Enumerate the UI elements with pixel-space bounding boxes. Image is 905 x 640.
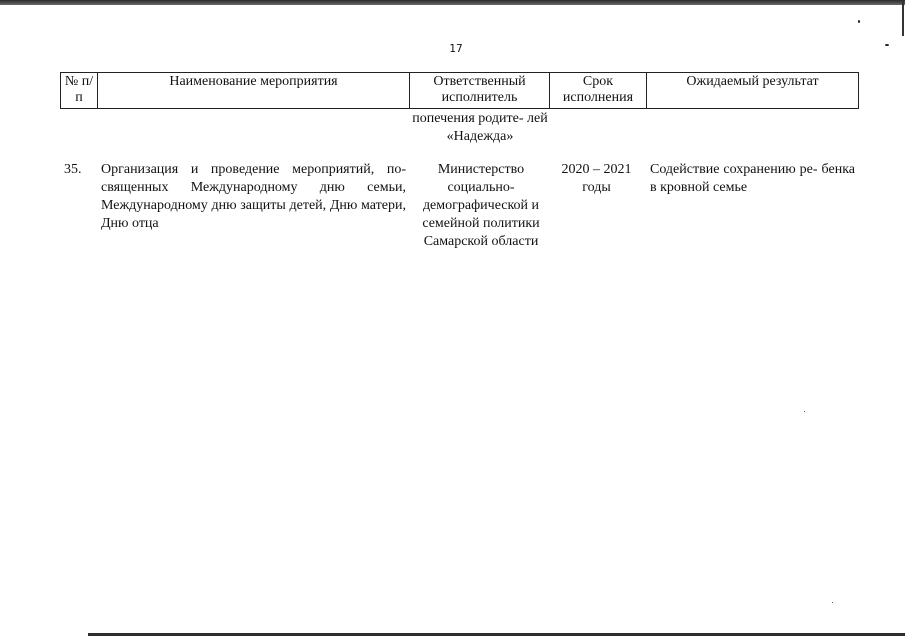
row-deadline: 2020 – 2021 годы	[561, 162, 632, 195]
scan-edge-right	[902, 0, 904, 36]
header-cell-executor: Ответственный исполнитель	[410, 73, 550, 109]
row-number: 35.	[64, 162, 82, 177]
header-cell-result: Ожидаемый результат	[647, 73, 859, 109]
row-event-name: Организация и проведение мероприятий, по- священных Международному дню семьи, Международному дню защиты детей, Дню матери, Дню отца	[101, 162, 406, 231]
scan-speck	[858, 20, 860, 23]
continuation-executor: попечения родите- лей «Надежда»	[412, 111, 548, 144]
row-expected-result: Содействие сохранению ре- бенка в кровной семье	[650, 162, 855, 195]
header-cell-number: № п/п	[61, 73, 98, 109]
scan-edge-bottom	[88, 633, 905, 636]
scan-speck	[832, 602, 833, 603]
scan-speck	[804, 411, 805, 412]
row-executor: Министерство социально- демографической и семейной политики Самарской области	[422, 162, 540, 249]
header-cell-deadline: Срок исполнения	[550, 73, 647, 109]
scan-edge-top	[0, 0, 905, 5]
table-header-row	[61, 73, 859, 109]
scan-speck	[885, 44, 889, 46]
page-number: 17	[449, 43, 463, 55]
table-header	[60, 72, 859, 109]
header-cell-name: Наименование мероприятия	[98, 73, 410, 109]
